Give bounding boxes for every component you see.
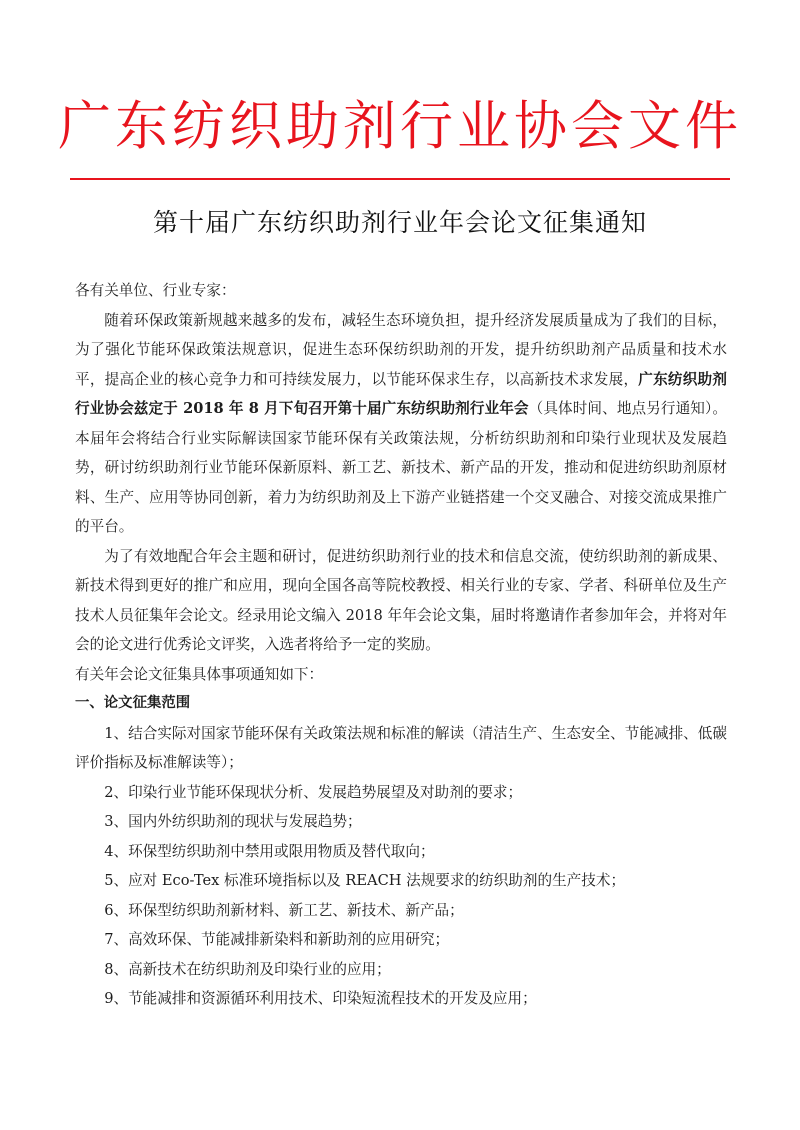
- paragraph-1: [75, 306, 727, 542]
- paragraph-3: 有关年会论文征集具体事项通知如下：: [75, 665, 324, 683]
- letterhead-red-rule: [70, 178, 730, 180]
- paragraph-1-emphasis: 广东纺织助剂行业协会兹定于 2018 年 8 月下旬召开第十届广东纺织助剂行业年会: [75, 370, 727, 417]
- document-body: [75, 276, 727, 1014]
- document-title: 第十届广东纺织助剂行业年会论文征集通知: [152, 208, 647, 237]
- section-1-list-item: 5、应对 Eco-Tex 标准环境指标以及 REACH 法规要求的纺织助剂的生产技术；: [104, 872, 626, 889]
- paragraph-1-part-1: 随着环保政策新规越来越多的发布，减轻生态环境负担，提升经济发展质量成为了我们的目标，为了强化节能环保政策法规意识，促进生态环保纺织助剂的开发，提升纺织助剂产品质量和技术水平，提高企业的核心竞争力和可持续发展力，以节能环保求生存，以高新技术求发展，: [75, 311, 727, 388]
- section-1-list-item: 3、国内外纺织助剂的现状与发展趋势；: [104, 813, 362, 830]
- section-1-list: [75, 719, 727, 1014]
- section-1-list-item: 8、高新技术在纺织助剂及印染行业的应用；: [104, 960, 391, 978]
- section-1-list-item: 9、节能减排和资源循环利用技术、印染短流程技术的开发及应用；: [104, 990, 537, 1007]
- salutation: 各有关单位、行业专家：: [75, 282, 236, 299]
- section-1-list-item: 6、环保型纺织助剂新材料、新工艺、新技术、新产品；: [104, 901, 464, 919]
- paragraph-1-part-2: （具体时间、地点另行通知）。本届年会将结合行业实际解读国家节能环保有关政策法规，分析纺织助剂和印染行业现状及发展趋势，研讨纺织助剂行业节能环保新原料、新工艺、新技术、新产品的开发，推动和促进纺织助剂原材料、生产、应用等协同创新，着力为纺织助剂及上下游产业链搭建一个交叉融合、对接交流成果推广的平台。: [75, 400, 727, 535]
- paragraph-2: 为了有效地配合年会主题和研讨，促进纺织助剂行业的技术和信息交流，使纺织助剂的新成果、新技术得到更好的推广和应用，现向全国各高等院校教授、相关行业的专家、学者、科研单位及生产技术人员征集年会论文。经录用论文编入 2018 年年会论文集，届时将邀请作者参加年会，并将对年会的论文进行优秀论文评奖，入选者将给予一定的奖励。: [75, 547, 727, 653]
- section-1-heading: 一、论文征集范围: [75, 695, 191, 711]
- org-letterhead-title: 广东纺织助剂行业协会文件: [58, 96, 742, 157]
- section-1-list-item: 4、环保型纺织助剂中禁用或限用物质及替代取向；: [104, 842, 435, 860]
- section-1-list-item: 1、结合实际对国家节能环保有关政策法规和标准的解读（清洁生产、生态安全、节能减排、低碳评价指标及标准解读等）；: [75, 724, 727, 771]
- section-1-list-item: 7、高效环保、节能减排新染料和新助剂的应用研究；: [104, 931, 450, 948]
- section-1-list-item: 2、印染行业节能环保现状分析、发展趋势展望及对助剂的要求；: [104, 783, 523, 801]
